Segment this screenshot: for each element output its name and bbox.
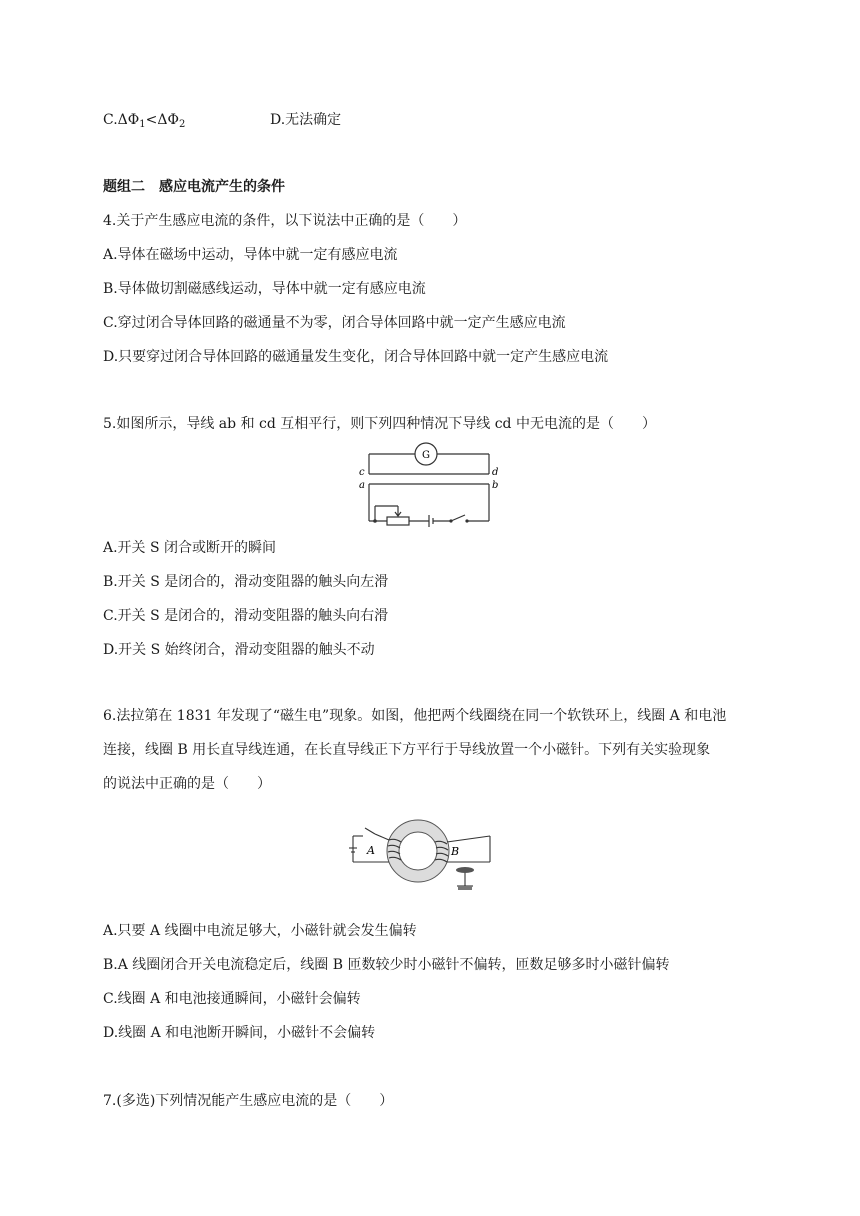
q4-option-d: D.只要穿过闭合导体回路的磁通量发生变化，闭合导体回路中就一定产生感应电流 — [103, 349, 609, 365]
label-b: b — [492, 480, 499, 491]
q3-option-c: $C.\Delta\Phi_1<\Delta\Phi_2$ — [103, 112, 186, 130]
q3-option-d: D.无法确定 — [270, 112, 342, 128]
q6-option-d: D.线圈 A 和电池断开瞬间，小磁针不会偏转 — [103, 1025, 376, 1041]
label-c: c — [359, 467, 365, 478]
q6-stem-line-2: 连接，线圈 B 用长直导线连通，在长直导线正下方平行于导线放置一个小磁针。下列有关实验现象 — [103, 742, 711, 758]
q7-stem: 7.(多选)下列情况能产生感应电流的是（ ） — [103, 1093, 394, 1109]
q6-ring-figure — [345, 818, 495, 898]
coil-a-label: A — [367, 844, 375, 857]
section-title: 题组二 感应电流产生的条件 — [103, 179, 285, 195]
q4-option-b: B.导体做切割磁感线运动，导体中就一定有感应电流 — [103, 281, 426, 297]
q5-stem: 5.如图所示，导线 ab 和 cd 互相平行，则下列四种情况下导线 cd 中无电流的是（ ） — [103, 416, 656, 432]
q4-option-a: A.导体在磁场中运动，导体中就一定有感应电流 — [103, 247, 398, 263]
label-a: a — [359, 480, 365, 491]
q6-option-b: B.A 线圈闭合开关电流稳定后，线圈 B 匝数较少时小磁针不偏转，匝数足够多时小磁针偏转 — [103, 957, 670, 973]
q4-stem: 4.关于产生感应电流的条件，以下说法中正确的是（ ） — [103, 213, 467, 229]
q5-circuit-figure — [355, 440, 505, 528]
q5-option-a: A.开关 S 闭合或断开的瞬间 — [103, 540, 277, 556]
q6-stem-line-3: 的说法中正确的是（ ） — [103, 776, 271, 792]
q5-option-b: B.开关 S 是闭合的，滑动变阻器的触头向左滑 — [103, 574, 389, 590]
label-d: d — [492, 467, 499, 478]
q5-option-d: D.开关 S 始终闭合，滑动变阻器的触头不动 — [103, 642, 375, 658]
galvanometer-label: G — [422, 450, 430, 461]
q6-option-c: C.线圈 A 和电池接通瞬间，小磁针会偏转 — [103, 991, 361, 1007]
q5-option-c: C.开关 S 是闭合的，滑动变阻器的触头向右滑 — [103, 608, 389, 624]
q4-option-c: C.穿过闭合导体回路的磁通量不为零，闭合导体回路中就一定产生感应电流 — [103, 315, 566, 331]
q6-option-a: A.只要 A 线圈中电流足够大，小磁针就会发生偏转 — [103, 923, 417, 939]
coil-b-label: B — [451, 845, 460, 858]
q6-stem-line-1: 6.法拉第在 1831 年发现了“磁生电”现象。如图，他把两个线圈绕在同一个软铁环上，线圈 A 和电池 — [103, 708, 727, 724]
